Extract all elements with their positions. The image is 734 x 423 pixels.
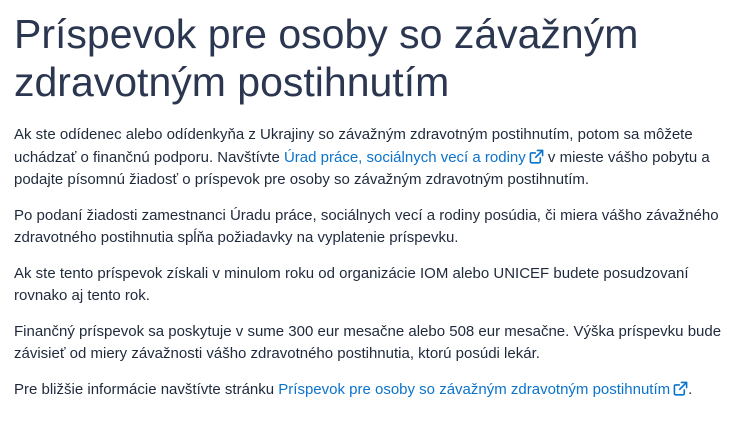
article [14, 10, 726, 401]
link-label: Príspevok pre osoby so závažným zdravotným postihnutím [278, 380, 671, 398]
paragraph-text: Ak ste odídenec alebo odídenkyňa z Ukrajiny so závažným zdravotným postihnutím, potom sa môžete uchádzať o finančnú podporu. Navštívte [14, 126, 693, 166]
paragraph-text: . [688, 380, 693, 398]
paragraph-text: v mieste vášho pobytu a podajte písomnú žiadosť o príspevok pre osoby so závažným zdravotným postihnutím. [14, 148, 710, 188]
allowance-page-link[interactable] [278, 381, 688, 398]
page-title: Príspevok pre osoby so závažným zdravotným postihnutím [14, 11, 639, 105]
paragraph-amount: Finančný príspevok sa poskytuje v sume 300 eur mesačne alebo 508 eur mesačne. Výška príspevku bude závisieť od miery závažnosti vášho zdravotného postihnutia, ktorú posúdi lekár. [14, 322, 722, 362]
paragraph-assessment: Po podaní žiadosti zamestnanci Úradu práce, sociálnych vecí a rodiny posúdia, či miera vášho závažného zdravotného postihnutia spĺňa požiadavky na vyplatenie príspevku. [14, 206, 719, 246]
link-label: Úrad práce, sociálnych vecí a rodiny [283, 148, 526, 166]
paragraph-previous-year: Ak ste tento príspevok získali v minulom roku od organizácie IOM alebo UNICEF budete posudzovaní rovnako aj tento rok. [14, 264, 689, 304]
external-link-icon [529, 149, 544, 164]
paragraph-more-info [14, 379, 726, 402]
paragraph-text: Pre bližšie informácie navštívte stránku [14, 380, 279, 398]
labour-office-link[interactable] [284, 149, 544, 166]
paragraph-eligibility [14, 124, 726, 192]
external-link-icon [673, 381, 688, 396]
